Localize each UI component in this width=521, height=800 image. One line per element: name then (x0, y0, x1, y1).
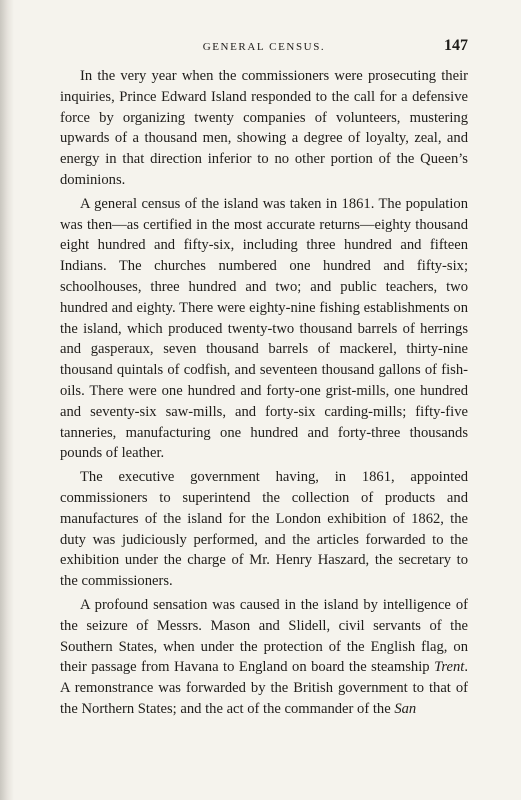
paragraph-text: . A remonstrance was forwarded by the British government to that of the Northern States; and the act of the commander of the (60, 659, 468, 717)
page-number: 147 (444, 37, 468, 54)
binding-gutter-shadow (0, 0, 14, 800)
paragraph-trent-affair (60, 595, 468, 720)
paragraph-exhibition (60, 467, 468, 592)
paragraph-text: A general census of the island was taken in 1861. The population was then—as certified in the most accurate returns—eighty thousand eight hundred and fifty-six, including three hundred and fifteen Indians. The churches numbered one hundred and fifty-six; schoolhouses, three hundred and two; and public teachers, two hundred and eighty. There were eighty-nine fishing establishments on the island, which produced twenty-two thousand barrels of herrings and gasperaux, seven thousand barrels of mackerel, thirty-nine thousand quintals of codfish, and seventeen thousand gallons of fish-oils. There were one hundred and forty-one grist-mills, one hundred and seventy-six saw-mills, and forty-six carding-mills; fifty-five tanneries, manufacturing one hundred and forty-three thousands pounds of leather. (60, 195, 468, 462)
paragraph-text: A profound sensation was caused in the island by intelligence of the seizure of Messrs. Mason and Slidell, civil servants of the Southern States, when under the protection of the English flag, on their passage from Havana to England on board the steamship (60, 596, 468, 676)
page-header (60, 38, 468, 58)
running-head: GENERAL CENSUS. (202, 41, 326, 53)
paragraph-volunteers (60, 66, 468, 191)
body-text (60, 66, 468, 723)
paragraph-text: In the very year when the commissioners were prosecuting their inquiries, Prince Edward Island responded to the call for a defensive force by organizing twenty companies of volunteers, mustering upwards of a thousand men, showing a degree of loyalty, zeal, and energy in that direction inferior to no other portion of the Queen’s dominions. (60, 68, 468, 188)
ship-name-italic: Trent (434, 659, 465, 676)
paragraph-text: The executive government having, in 1861, appointed commissioners to superintend the collection of products and manufactures of the island for the London exhibition of 1862, the duty was judiciously performed, and the articles forwarded to the exhibition under the charge of Mr. Henry Haszard, the secretary to the commissioners. (60, 469, 468, 590)
paragraph-census (60, 194, 468, 464)
ship-name-italic: San (394, 700, 417, 717)
